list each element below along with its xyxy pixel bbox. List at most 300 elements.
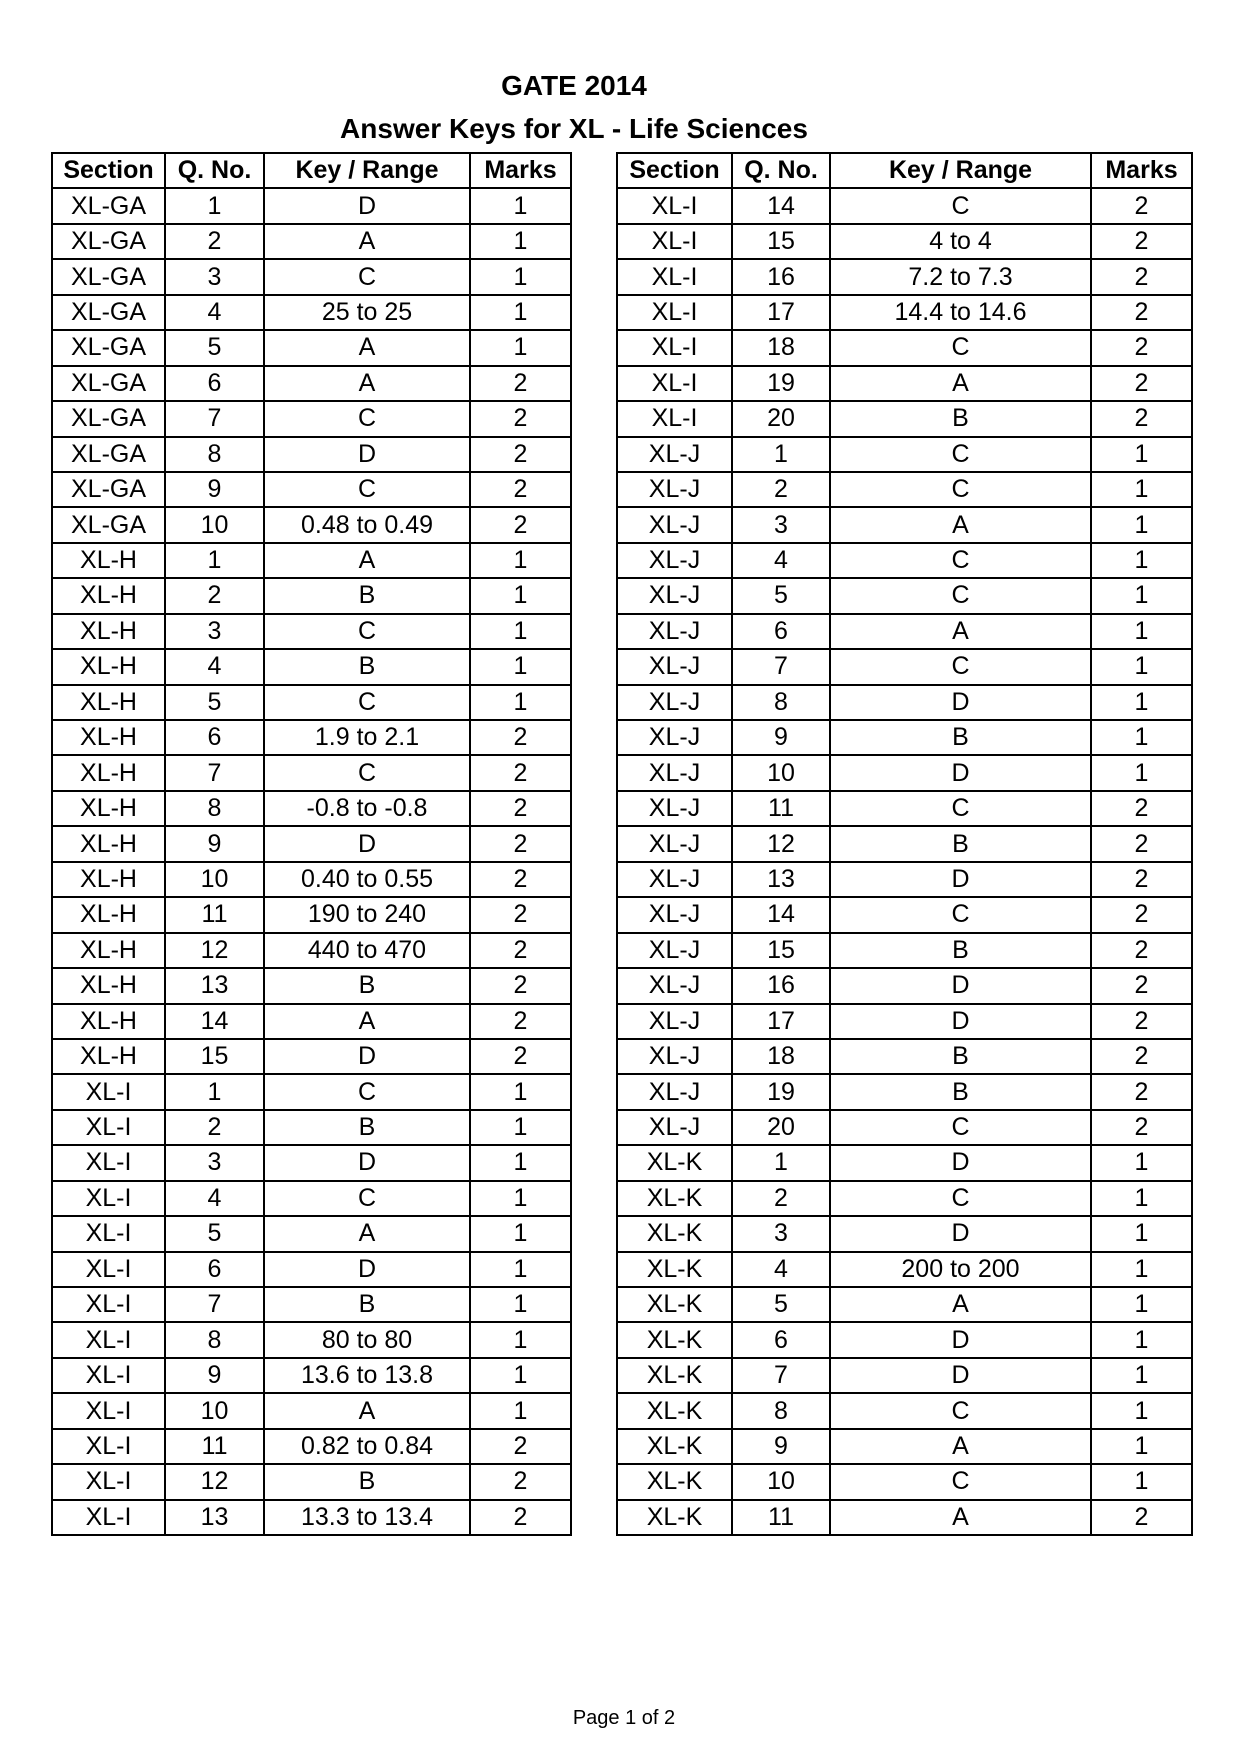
question-number-cell: 1 <box>732 437 830 472</box>
key-range-cell: A <box>830 1500 1091 1535</box>
key-range-cell: D <box>830 1358 1091 1393</box>
section-cell: XL-GA <box>52 330 165 365</box>
section-cell: XL-I <box>52 1287 165 1322</box>
section-cell: XL-J <box>617 1074 732 1109</box>
marks-cell: 2 <box>470 755 571 790</box>
table-row <box>617 1110 1192 1145</box>
table-row <box>617 1429 1192 1464</box>
table-row <box>52 649 571 684</box>
marks-cell: 1 <box>1091 685 1192 720</box>
key-range-cell: C <box>830 188 1091 223</box>
table-row <box>52 1500 571 1535</box>
section-cell: XL-I <box>52 1393 165 1428</box>
question-number-cell: 2 <box>732 472 830 507</box>
table-row <box>52 791 571 826</box>
marks-cell: 2 <box>470 862 571 897</box>
marks-cell: 1 <box>470 649 571 684</box>
key-range-cell: B <box>264 1287 470 1322</box>
table-row <box>617 224 1192 259</box>
key-range-cell: 0.40 to 0.55 <box>264 862 470 897</box>
table-row <box>52 330 571 365</box>
table-body <box>617 188 1192 1535</box>
table-row <box>52 1322 571 1357</box>
section-cell: XL-K <box>617 1252 732 1287</box>
key-range-cell: A <box>830 507 1091 542</box>
section-cell: XL-H <box>52 791 165 826</box>
section-cell: XL-GA <box>52 437 165 472</box>
section-cell: XL-H <box>52 897 165 932</box>
question-number-cell: 8 <box>165 437 264 472</box>
marks-cell: 2 <box>470 897 571 932</box>
table-row <box>52 188 571 223</box>
question-number-cell: 4 <box>165 1181 264 1216</box>
question-number-cell: 5 <box>165 330 264 365</box>
key-range-cell: C <box>830 1110 1091 1145</box>
section-cell: XL-I <box>52 1429 165 1464</box>
table-row <box>52 685 571 720</box>
key-range-cell: C <box>830 791 1091 826</box>
marks-cell: 1 <box>1091 649 1192 684</box>
answer-key-table-left <box>51 152 572 1536</box>
question-number-cell: 7 <box>165 755 264 790</box>
section-cell: XL-K <box>617 1216 732 1251</box>
column-header-section: Section <box>52 153 165 188</box>
marks-cell: 2 <box>470 1039 571 1074</box>
marks-cell: 1 <box>470 1358 571 1393</box>
key-range-cell: A <box>264 1216 470 1251</box>
marks-cell: 1 <box>1091 1464 1192 1499</box>
key-range-cell: C <box>830 543 1091 578</box>
question-number-cell: 10 <box>732 1464 830 1499</box>
section-cell: XL-H <box>52 933 165 968</box>
key-range-cell: C <box>830 437 1091 472</box>
key-range-cell: C <box>264 1181 470 1216</box>
marks-cell: 1 <box>470 1110 571 1145</box>
table-row <box>617 578 1192 613</box>
table-row <box>52 826 571 861</box>
key-range-cell: A <box>264 330 470 365</box>
key-range-cell: A <box>830 1429 1091 1464</box>
section-cell: XL-J <box>617 720 732 755</box>
key-range-cell: A <box>264 366 470 401</box>
marks-cell: 1 <box>470 188 571 223</box>
question-number-cell: 16 <box>732 259 830 294</box>
section-cell: XL-J <box>617 862 732 897</box>
key-range-cell: D <box>830 755 1091 790</box>
table-row <box>617 720 1192 755</box>
section-cell: XL-I <box>617 330 732 365</box>
marks-cell: 2 <box>1091 791 1192 826</box>
key-range-cell: C <box>264 614 470 649</box>
question-number-cell: 20 <box>732 1110 830 1145</box>
section-cell: XL-I <box>617 366 732 401</box>
section-cell: XL-I <box>52 1181 165 1216</box>
column-header-question-number: Q. No. <box>732 153 830 188</box>
marks-cell: 2 <box>1091 862 1192 897</box>
marks-cell: 2 <box>470 472 571 507</box>
column-header-key-range: Key / Range <box>264 153 470 188</box>
key-range-cell: C <box>264 259 470 294</box>
key-range-cell: D <box>264 1145 470 1180</box>
column-header-section: Section <box>617 153 732 188</box>
question-number-cell: 15 <box>732 933 830 968</box>
question-number-cell: 20 <box>732 401 830 436</box>
question-number-cell: 18 <box>732 330 830 365</box>
table-row <box>617 472 1192 507</box>
key-range-cell: B <box>264 649 470 684</box>
marks-cell: 2 <box>470 1500 571 1535</box>
section-cell: XL-H <box>52 755 165 790</box>
section-cell: XL-K <box>617 1500 732 1535</box>
table-row <box>617 968 1192 1003</box>
table-row <box>52 1039 571 1074</box>
question-number-cell: 1 <box>732 1145 830 1180</box>
section-cell: XL-GA <box>52 401 165 436</box>
key-range-cell: D <box>830 862 1091 897</box>
table-row <box>617 1322 1192 1357</box>
table-row <box>52 507 571 542</box>
table-row <box>617 1216 1192 1251</box>
column-header-marks: Marks <box>1091 153 1192 188</box>
table-row <box>617 1004 1192 1039</box>
table-row <box>52 1429 571 1464</box>
column-header-key-range: Key / Range <box>830 153 1091 188</box>
key-range-cell: A <box>264 543 470 578</box>
section-cell: XL-I <box>52 1358 165 1393</box>
marks-cell: 2 <box>1091 295 1192 330</box>
question-number-cell: 13 <box>732 862 830 897</box>
key-range-cell: 80 to 80 <box>264 1322 470 1357</box>
question-number-cell: 10 <box>165 1393 264 1428</box>
question-number-cell: 11 <box>732 1500 830 1535</box>
marks-cell: 2 <box>470 437 571 472</box>
section-cell: XL-GA <box>52 472 165 507</box>
question-number-cell: 11 <box>165 1429 264 1464</box>
marks-cell: 1 <box>470 1287 571 1322</box>
section-cell: XL-GA <box>52 224 165 259</box>
key-range-cell: 440 to 470 <box>264 933 470 968</box>
table-row <box>52 968 571 1003</box>
question-number-cell: 2 <box>732 1181 830 1216</box>
marks-cell: 2 <box>1091 330 1192 365</box>
section-cell: XL-J <box>617 543 732 578</box>
page-title: GATE 2014 <box>501 70 647 101</box>
section-cell: XL-J <box>617 507 732 542</box>
key-range-cell: D <box>264 188 470 223</box>
marks-cell: 1 <box>470 330 571 365</box>
key-range-cell: 200 to 200 <box>830 1252 1091 1287</box>
table-row <box>617 1039 1192 1074</box>
key-range-cell: C <box>830 578 1091 613</box>
table-row <box>52 1393 571 1428</box>
section-cell: XL-GA <box>52 259 165 294</box>
table-row <box>617 1145 1192 1180</box>
section-cell: XL-J <box>617 614 732 649</box>
question-number-cell: 2 <box>165 224 264 259</box>
key-range-cell: C <box>830 1464 1091 1499</box>
section-cell: XL-H <box>52 720 165 755</box>
marks-cell: 1 <box>1091 578 1192 613</box>
key-range-cell: A <box>264 1004 470 1039</box>
question-number-cell: 19 <box>732 1074 830 1109</box>
marks-cell: 2 <box>470 507 571 542</box>
table-row <box>617 330 1192 365</box>
section-cell: XL-H <box>52 862 165 897</box>
table-row <box>617 791 1192 826</box>
marks-cell: 2 <box>1091 897 1192 932</box>
question-number-cell: 4 <box>165 649 264 684</box>
table-row <box>617 1074 1192 1109</box>
question-number-cell: 2 <box>165 578 264 613</box>
table-row <box>617 1393 1192 1428</box>
section-cell: XL-K <box>617 1287 732 1322</box>
key-range-cell: C <box>830 649 1091 684</box>
table-row <box>52 578 571 613</box>
question-number-cell: 12 <box>165 933 264 968</box>
question-number-cell: 4 <box>732 543 830 578</box>
table-row <box>52 366 571 401</box>
question-number-cell: 7 <box>732 649 830 684</box>
question-number-cell: 3 <box>165 259 264 294</box>
question-number-cell: 6 <box>165 366 264 401</box>
table-row <box>52 614 571 649</box>
question-number-cell: 14 <box>165 1004 264 1039</box>
section-cell: XL-I <box>52 1500 165 1535</box>
question-number-cell: 8 <box>732 685 830 720</box>
key-range-cell: D <box>830 968 1091 1003</box>
key-range-cell: B <box>830 826 1091 861</box>
key-range-cell: D <box>830 1145 1091 1180</box>
marks-cell: 1 <box>470 259 571 294</box>
marks-cell: 1 <box>1091 1145 1192 1180</box>
marks-cell: 2 <box>470 1004 571 1039</box>
key-range-cell: -0.8 to -0.8 <box>264 791 470 826</box>
key-range-cell: 0.48 to 0.49 <box>264 507 470 542</box>
section-cell: XL-J <box>617 649 732 684</box>
key-range-cell: A <box>264 1393 470 1428</box>
question-number-cell: 15 <box>165 1039 264 1074</box>
marks-cell: 1 <box>1091 1216 1192 1251</box>
section-cell: XL-K <box>617 1358 732 1393</box>
question-number-cell: 6 <box>165 1252 264 1287</box>
table-row <box>617 1252 1192 1287</box>
marks-cell: 2 <box>470 401 571 436</box>
table-row <box>617 1500 1192 1535</box>
section-cell: XL-I <box>52 1216 165 1251</box>
section-cell: XL-K <box>617 1181 732 1216</box>
section-cell: XL-I <box>52 1110 165 1145</box>
table-header-row <box>52 153 571 188</box>
table-row <box>52 543 571 578</box>
key-range-cell: B <box>830 720 1091 755</box>
section-cell: XL-I <box>52 1464 165 1499</box>
key-range-cell: C <box>264 685 470 720</box>
marks-cell: 2 <box>470 826 571 861</box>
key-range-cell: 7.2 to 7.3 <box>830 259 1091 294</box>
marks-cell: 2 <box>470 791 571 826</box>
marks-cell: 2 <box>1091 188 1192 223</box>
question-number-cell: 13 <box>165 968 264 1003</box>
question-number-cell: 6 <box>732 1322 830 1357</box>
question-number-cell: 13 <box>165 1500 264 1535</box>
question-number-cell: 6 <box>165 720 264 755</box>
marks-cell: 1 <box>1091 1322 1192 1357</box>
section-cell: XL-H <box>52 1039 165 1074</box>
question-number-cell: 9 <box>732 1429 830 1464</box>
table-row <box>617 1464 1192 1499</box>
question-number-cell: 15 <box>732 224 830 259</box>
section-cell: XL-J <box>617 578 732 613</box>
table-row <box>617 862 1192 897</box>
key-range-cell: A <box>830 1287 1091 1322</box>
key-range-cell: D <box>830 1216 1091 1251</box>
table-row <box>52 401 571 436</box>
table-row <box>617 437 1192 472</box>
table-row <box>52 933 571 968</box>
table-row <box>617 507 1192 542</box>
marks-cell: 1 <box>470 614 571 649</box>
section-cell: XL-H <box>52 1004 165 1039</box>
section-cell: XL-J <box>617 755 732 790</box>
column-header-marks: Marks <box>470 153 571 188</box>
table-row <box>617 897 1192 932</box>
marks-cell: 1 <box>470 224 571 259</box>
key-range-cell: A <box>830 366 1091 401</box>
key-range-cell: B <box>830 1074 1091 1109</box>
section-cell: XL-H <box>52 968 165 1003</box>
table-row <box>52 720 571 755</box>
table-row <box>617 259 1192 294</box>
table-row <box>52 295 571 330</box>
marks-cell: 1 <box>470 1074 571 1109</box>
marks-cell: 2 <box>1091 259 1192 294</box>
question-number-cell: 3 <box>732 1216 830 1251</box>
marks-cell: 2 <box>1091 366 1192 401</box>
table-row <box>52 437 571 472</box>
section-cell: XL-K <box>617 1145 732 1180</box>
key-range-cell: C <box>830 897 1091 932</box>
marks-cell: 2 <box>1091 1074 1192 1109</box>
marks-cell: 2 <box>470 1464 571 1499</box>
key-range-cell: 13.6 to 13.8 <box>264 1358 470 1393</box>
question-number-cell: 17 <box>732 1004 830 1039</box>
table-row <box>617 1181 1192 1216</box>
marks-cell: 1 <box>1091 1429 1192 1464</box>
table-row <box>52 1181 571 1216</box>
question-number-cell: 8 <box>732 1393 830 1428</box>
section-cell: XL-J <box>617 685 732 720</box>
question-number-cell: 6 <box>732 614 830 649</box>
marks-cell: 1 <box>1091 472 1192 507</box>
question-number-cell: 5 <box>165 1216 264 1251</box>
table-row <box>52 472 571 507</box>
marks-cell: 2 <box>1091 224 1192 259</box>
section-cell: XL-K <box>617 1464 732 1499</box>
table-row <box>52 1074 571 1109</box>
marks-cell: 2 <box>470 968 571 1003</box>
table-row <box>617 826 1192 861</box>
column-header-question-number: Q. No. <box>165 153 264 188</box>
section-cell: XL-J <box>617 472 732 507</box>
marks-cell: 1 <box>470 1322 571 1357</box>
key-range-cell: D <box>830 1004 1091 1039</box>
question-number-cell: 1 <box>165 543 264 578</box>
section-cell: XL-GA <box>52 366 165 401</box>
key-range-cell: D <box>264 437 470 472</box>
section-cell: XL-I <box>617 259 732 294</box>
key-range-cell: 14.4 to 14.6 <box>830 295 1091 330</box>
key-range-cell: C <box>830 330 1091 365</box>
section-cell: XL-H <box>52 649 165 684</box>
key-range-cell: 1.9 to 2.1 <box>264 720 470 755</box>
section-cell: XL-GA <box>52 188 165 223</box>
question-number-cell: 5 <box>732 578 830 613</box>
question-number-cell: 4 <box>165 295 264 330</box>
key-range-cell: C <box>264 472 470 507</box>
key-range-cell: D <box>264 1252 470 1287</box>
section-cell: XL-J <box>617 933 732 968</box>
key-range-cell: D <box>830 685 1091 720</box>
section-cell: XL-H <box>52 543 165 578</box>
section-cell: XL-J <box>617 897 732 932</box>
marks-cell: 1 <box>1091 614 1192 649</box>
question-number-cell: 5 <box>732 1287 830 1322</box>
key-range-cell: A <box>264 224 470 259</box>
question-number-cell: 11 <box>165 897 264 932</box>
table-row <box>52 1287 571 1322</box>
marks-cell: 1 <box>1091 1393 1192 1428</box>
question-number-cell: 9 <box>732 720 830 755</box>
marks-cell: 2 <box>1091 1004 1192 1039</box>
marks-cell: 1 <box>1091 543 1192 578</box>
table-row <box>52 862 571 897</box>
section-cell: XL-H <box>52 578 165 613</box>
question-number-cell: 8 <box>165 1322 264 1357</box>
key-range-cell: B <box>264 1464 470 1499</box>
section-cell: XL-K <box>617 1322 732 1357</box>
section-cell: XL-J <box>617 1110 732 1145</box>
key-range-cell: 4 to 4 <box>830 224 1091 259</box>
section-cell: XL-K <box>617 1393 732 1428</box>
question-number-cell: 9 <box>165 472 264 507</box>
question-number-cell: 8 <box>165 791 264 826</box>
marks-cell: 1 <box>1091 507 1192 542</box>
question-number-cell: 3 <box>165 614 264 649</box>
question-number-cell: 10 <box>165 507 264 542</box>
key-range-cell: 25 to 25 <box>264 295 470 330</box>
section-cell: XL-K <box>617 1429 732 1464</box>
question-number-cell: 11 <box>732 791 830 826</box>
table-row <box>52 1216 571 1251</box>
table-row <box>52 1252 571 1287</box>
table-row <box>52 1358 571 1393</box>
marks-cell: 1 <box>470 1181 571 1216</box>
question-number-cell: 1 <box>165 1074 264 1109</box>
section-cell: XL-I <box>52 1074 165 1109</box>
page-number: Page 1 of 2 <box>572 1707 676 1729</box>
table-row <box>617 188 1192 223</box>
key-range-cell: 13.3 to 13.4 <box>264 1500 470 1535</box>
question-number-cell: 2 <box>165 1110 264 1145</box>
key-range-cell: D <box>264 1039 470 1074</box>
marks-cell: 1 <box>1091 1358 1192 1393</box>
key-range-cell: C <box>830 1181 1091 1216</box>
question-number-cell: 14 <box>732 897 830 932</box>
marks-cell: 2 <box>470 933 571 968</box>
marks-cell: 1 <box>1091 437 1192 472</box>
question-number-cell: 14 <box>732 188 830 223</box>
question-number-cell: 16 <box>732 968 830 1003</box>
